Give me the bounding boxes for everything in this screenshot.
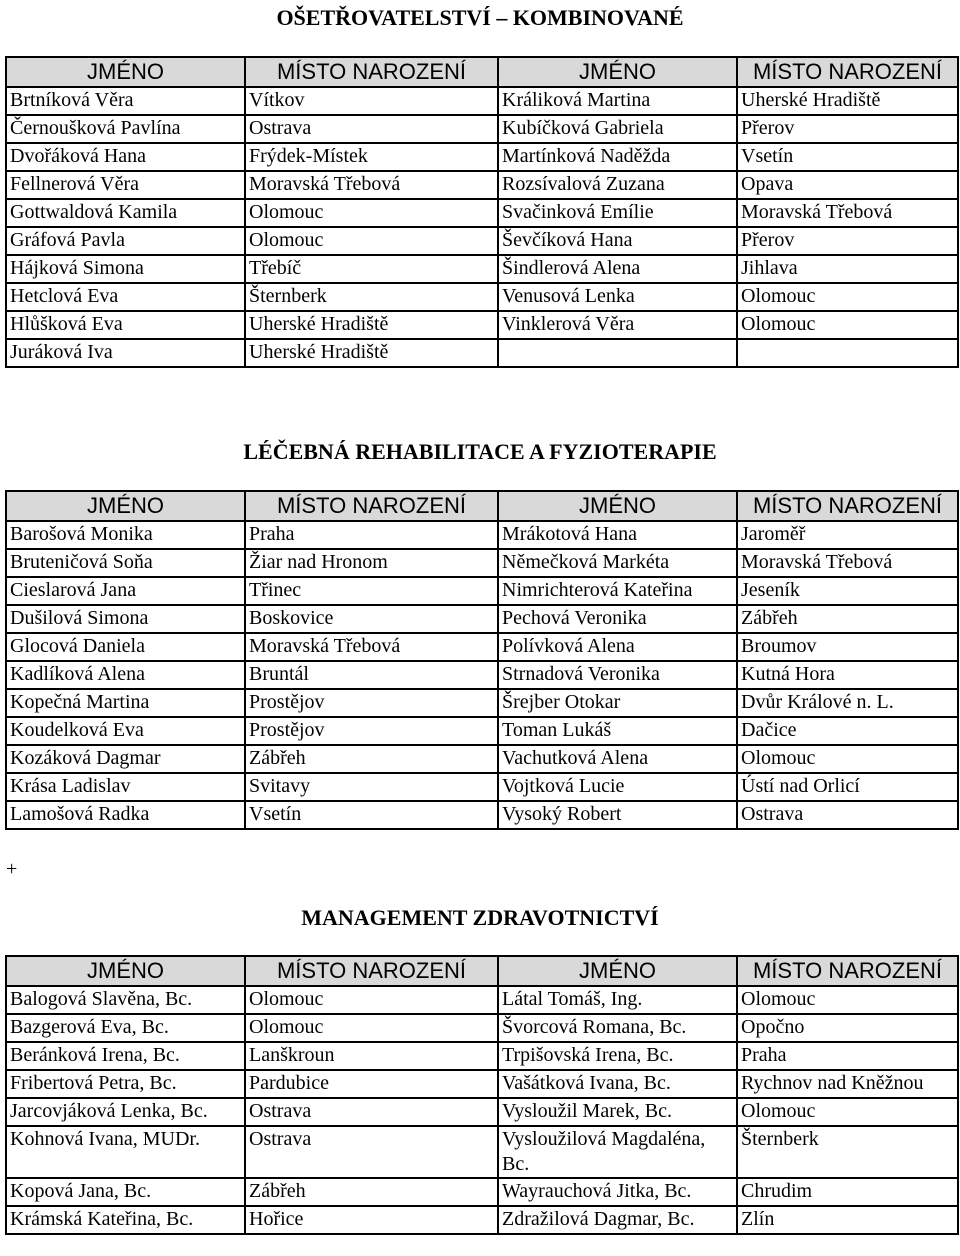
- birthplace-cell: Uherské Hradiště: [245, 311, 498, 339]
- table-row: [6, 283, 958, 311]
- birthplace-cell: [737, 339, 958, 367]
- column-header-name: JMÉNO: [498, 956, 737, 986]
- person-name-cell: Šindlerová Alena: [498, 255, 737, 283]
- section-title: LÉČEBNÁ REHABILITACE A FYZIOTERAPIE: [243, 439, 717, 464]
- person-name-cell: Gottwaldová Kamila: [6, 199, 245, 227]
- person-name-cell: Strnadová Veronika: [498, 661, 737, 689]
- birthplace-cell: Rychnov nad Kněžnou: [737, 1070, 958, 1098]
- birthplace-cell: Zlín: [737, 1206, 958, 1234]
- column-header-name: JMÉNO: [498, 491, 737, 521]
- birthplace-cell: Ostrava: [245, 1098, 498, 1126]
- person-name-cell: Kozáková Dagmar: [6, 745, 245, 773]
- person-name-cell: Vysloužilová Magdaléna, Bc.: [498, 1126, 737, 1178]
- person-name-cell: Trpišovská Irena, Bc.: [498, 1042, 737, 1070]
- birthplace-cell: Ostrava: [245, 1126, 498, 1178]
- birthplace-cell: Opočno: [737, 1014, 958, 1042]
- person-name-cell: Kohnová Ivana, MUDr.: [6, 1126, 245, 1178]
- birthplace-cell: Uherské Hradiště: [245, 339, 498, 367]
- table-row: [6, 549, 958, 577]
- birthplace-cell: Opava: [737, 171, 958, 199]
- table-header-row: [6, 956, 958, 986]
- birthplace-cell: Olomouc: [737, 311, 958, 339]
- person-name-cell: Martínková Naděžda: [498, 143, 737, 171]
- person-name-cell: Jarcovjáková Lenka, Bc.: [6, 1098, 245, 1126]
- person-name-cell: Hájková Simona: [6, 255, 245, 283]
- birthplace-cell: Třebíč: [245, 255, 498, 283]
- table-header-row: [6, 57, 958, 87]
- table-row: [6, 255, 958, 283]
- section-title: OŠETŘOVATELSTVÍ – KOMBINOVANÉ: [276, 5, 684, 30]
- person-name-cell: Glocová Daniela: [6, 633, 245, 661]
- person-name-cell: Brtníková Věra: [6, 87, 245, 115]
- birthplace-cell: Praha: [737, 1042, 958, 1070]
- table-row: [6, 801, 958, 829]
- person-name-cell: Hetclová Eva: [6, 283, 245, 311]
- person-name-cell: Rozsívalová Zuzana: [498, 171, 737, 199]
- person-name-cell: Krása Ladislav: [6, 773, 245, 801]
- students-table: [5, 56, 959, 368]
- birthplace-cell: Praha: [245, 521, 498, 549]
- person-name-cell: Fellnerová Věra: [6, 171, 245, 199]
- birthplace-cell: Olomouc: [737, 283, 958, 311]
- birthplace-cell: Prostějov: [245, 689, 498, 717]
- column-header-birthplace: MÍSTO NAROZENÍ: [245, 956, 498, 986]
- birthplace-cell: Přerov: [737, 115, 958, 143]
- birthplace-cell: Dačice: [737, 717, 958, 745]
- table-row: [6, 339, 958, 367]
- table-row: [6, 1098, 958, 1126]
- birthplace-cell: Šternberk: [737, 1126, 958, 1178]
- birthplace-cell: Olomouc: [245, 227, 498, 255]
- birthplace-cell: Třinec: [245, 577, 498, 605]
- table-row: [6, 199, 958, 227]
- table-row: [6, 745, 958, 773]
- person-name-cell: Polívková Alena: [498, 633, 737, 661]
- person-name-cell: Gráfová Pavla: [6, 227, 245, 255]
- person-name-cell: Kopečná Martina: [6, 689, 245, 717]
- birthplace-cell: Svitavy: [245, 773, 498, 801]
- birthplace-cell: Broumov: [737, 633, 958, 661]
- birthplace-cell: Jihlava: [737, 255, 958, 283]
- table-row: [6, 1126, 958, 1178]
- table-row: [6, 1042, 958, 1070]
- column-header-birthplace: MÍSTO NAROZENÍ: [245, 57, 498, 87]
- table-row: [6, 311, 958, 339]
- birthplace-cell: Chrudim: [737, 1178, 958, 1206]
- person-name-cell: Svačinková Emílie: [498, 199, 737, 227]
- birthplace-cell: Lanškroun: [245, 1042, 498, 1070]
- person-name-cell: Dušilová Simona: [6, 605, 245, 633]
- table-row: [6, 115, 958, 143]
- separator-mark: +: [6, 858, 18, 880]
- birthplace-cell: Bruntál: [245, 661, 498, 689]
- person-name-cell: Kubíčková Gabriela: [498, 115, 737, 143]
- person-name-cell: Pechová Veronika: [498, 605, 737, 633]
- birthplace-cell: Moravská Třebová: [737, 549, 958, 577]
- person-name-cell: Vachutková Alena: [498, 745, 737, 773]
- column-header-birthplace: MÍSTO NAROZENÍ: [245, 491, 498, 521]
- birthplace-cell: Kutná Hora: [737, 661, 958, 689]
- birthplace-cell: Vsetín: [245, 801, 498, 829]
- person-name-cell: Švorcová Romana, Bc.: [498, 1014, 737, 1042]
- table-row: [6, 1178, 958, 1206]
- birthplace-cell: Vítkov: [245, 87, 498, 115]
- person-name-cell: Lamošová Radka: [6, 801, 245, 829]
- section-title: MANAGEMENT ZDRAVOTNICTVÍ: [301, 905, 659, 930]
- birthplace-cell: Olomouc: [737, 745, 958, 773]
- person-name-cell: Krámská Kateřina, Bc.: [6, 1206, 245, 1234]
- person-name-cell: Venusová Lenka: [498, 283, 737, 311]
- birthplace-cell: Vsetín: [737, 143, 958, 171]
- table-row: [6, 717, 958, 745]
- column-header-birthplace: MÍSTO NAROZENÍ: [737, 956, 958, 986]
- person-name-cell: Toman Lukáš: [498, 717, 737, 745]
- birthplace-cell: Šternberk: [245, 283, 498, 311]
- birthplace-cell: Olomouc: [737, 986, 958, 1014]
- birthplace-cell: Zábřeh: [245, 745, 498, 773]
- birthplace-cell: Frýdek-Místek: [245, 143, 498, 171]
- birthplace-cell: Zábřeh: [245, 1178, 498, 1206]
- table-row: [6, 1070, 958, 1098]
- column-header-name: JMÉNO: [6, 491, 245, 521]
- table-row: [6, 171, 958, 199]
- birthplace-cell: Jeseník: [737, 577, 958, 605]
- person-name-cell: [498, 339, 737, 367]
- birthplace-cell: Dvůr Králové n. L.: [737, 689, 958, 717]
- birthplace-cell: Hořice: [245, 1206, 498, 1234]
- person-name-cell: Zdražilová Dagmar, Bc.: [498, 1206, 737, 1234]
- birthplace-cell: Pardubice: [245, 1070, 498, 1098]
- person-name-cell: Vysloužil Marek, Bc.: [498, 1098, 737, 1126]
- table-header-row: [6, 491, 958, 521]
- birthplace-cell: Olomouc: [245, 199, 498, 227]
- birthplace-cell: Ústí nad Orlicí: [737, 773, 958, 801]
- table-row: [6, 1014, 958, 1042]
- table-row: [6, 227, 958, 255]
- birthplace-cell: Moravská Třebová: [737, 199, 958, 227]
- person-name-cell: Koudelková Eva: [6, 717, 245, 745]
- table-row: [6, 605, 958, 633]
- column-header-name: JMÉNO: [498, 57, 737, 87]
- table-row: [6, 87, 958, 115]
- students-table: [5, 490, 959, 830]
- column-header-name: JMÉNO: [6, 57, 245, 87]
- table-row: [6, 521, 958, 549]
- person-name-cell: Cieslarová Jana: [6, 577, 245, 605]
- birthplace-cell: Uherské Hradiště: [737, 87, 958, 115]
- birthplace-cell: Olomouc: [737, 1098, 958, 1126]
- person-name-cell: Beránková Irena, Bc.: [6, 1042, 245, 1070]
- birthplace-cell: Přerov: [737, 227, 958, 255]
- table-row: [6, 577, 958, 605]
- table-row: [6, 633, 958, 661]
- birthplace-cell: Ostrava: [737, 801, 958, 829]
- table-row: [6, 1206, 958, 1234]
- person-name-cell: Bazgerová Eva, Bc.: [6, 1014, 245, 1042]
- person-name-cell: Ševčíková Hana: [498, 227, 737, 255]
- birthplace-cell: Ostrava: [245, 115, 498, 143]
- birthplace-cell: Žiar nad Hronom: [245, 549, 498, 577]
- students-table: [5, 955, 959, 1235]
- person-name-cell: Vinklerová Věra: [498, 311, 737, 339]
- column-header-name: JMÉNO: [6, 956, 245, 986]
- person-name-cell: Nimrichterová Kateřina: [498, 577, 737, 605]
- person-name-cell: Šrejber Otokar: [498, 689, 737, 717]
- person-name-cell: Vašátková Ivana, Bc.: [498, 1070, 737, 1098]
- person-name-cell: Kadlíková Alena: [6, 661, 245, 689]
- person-name-cell: Dvořáková Hana: [6, 143, 245, 171]
- table-row: [6, 143, 958, 171]
- person-name-cell: Černoušková Pavlína: [6, 115, 245, 143]
- birthplace-cell: Moravská Třebová: [245, 633, 498, 661]
- person-name-cell: Hlůšková Eva: [6, 311, 245, 339]
- birthplace-cell: Prostějov: [245, 717, 498, 745]
- column-header-birthplace: MÍSTO NAROZENÍ: [737, 491, 958, 521]
- birthplace-cell: Boskovice: [245, 605, 498, 633]
- table-row: [6, 773, 958, 801]
- person-name-cell: Balogová Slavěna, Bc.: [6, 986, 245, 1014]
- birthplace-cell: Zábřeh: [737, 605, 958, 633]
- person-name-cell: Kopová Jana, Bc.: [6, 1178, 245, 1206]
- person-name-cell: Fribertová Petra, Bc.: [6, 1070, 245, 1098]
- table-row: [6, 689, 958, 717]
- birthplace-cell: Olomouc: [245, 1014, 498, 1042]
- person-name-cell: Vojtková Lucie: [498, 773, 737, 801]
- person-name-cell: Němečková Markéta: [498, 549, 737, 577]
- birthplace-cell: Jaroměř: [737, 521, 958, 549]
- table-row: [6, 986, 958, 1014]
- person-name-cell: Juráková Iva: [6, 339, 245, 367]
- person-name-cell: Wayrauchová Jitka, Bc.: [498, 1178, 737, 1206]
- person-name-cell: Králiková Martina: [498, 87, 737, 115]
- column-header-birthplace: MÍSTO NAROZENÍ: [737, 57, 958, 87]
- person-name-cell: Mrákotová Hana: [498, 521, 737, 549]
- birthplace-cell: Olomouc: [245, 986, 498, 1014]
- person-name-cell: Bruteničová Soňa: [6, 549, 245, 577]
- table-row: [6, 661, 958, 689]
- person-name-cell: Látal Tomáš, Ing.: [498, 986, 737, 1014]
- person-name-cell: Vysoký Robert: [498, 801, 737, 829]
- person-name-cell: Barošová Monika: [6, 521, 245, 549]
- birthplace-cell: Moravská Třebová: [245, 171, 498, 199]
